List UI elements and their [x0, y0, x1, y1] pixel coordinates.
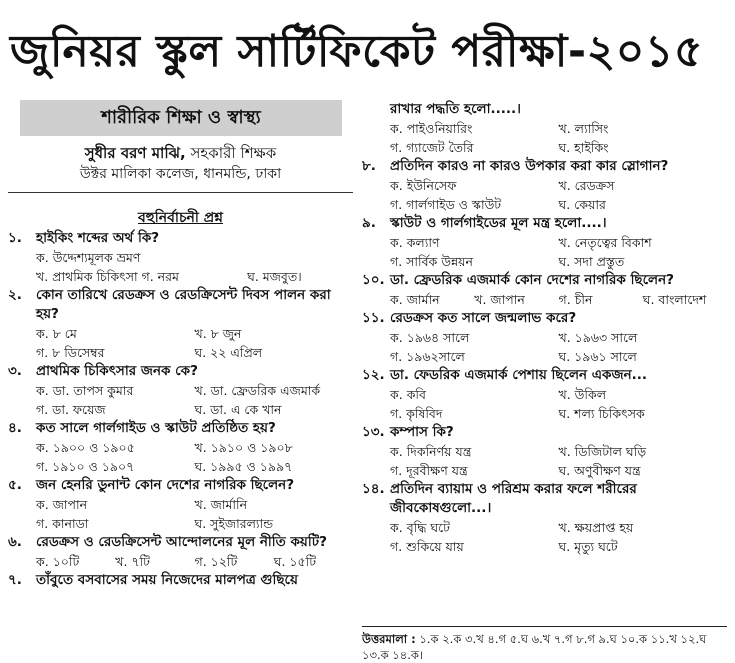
- question-text: রেডক্রস ও রেডক্রিসেন্ট আন্দোলনের মূল নীতি কয়টি?: [36, 534, 327, 550]
- question-text: তাঁবুতে বসবাসের সময় নিজেদের মালপত্র গুছিয়ে: [36, 572, 298, 588]
- answer-key: [362, 626, 727, 663]
- option-row: [390, 119, 727, 138]
- option-list: [390, 176, 727, 214]
- option-list: [36, 552, 353, 571]
- option: গ. শুকিয়ে যায়: [390, 539, 464, 554]
- option-row: [390, 233, 727, 252]
- option: ঘ. মৃত্যু ঘটে: [558, 539, 618, 554]
- right-column: [362, 100, 727, 556]
- option-row: [390, 176, 727, 195]
- question: [8, 286, 353, 324]
- option: ঘ. শল্য চিকিৎসক: [558, 406, 645, 421]
- option: ক. ১৯০০ ও ১৯০৫: [36, 440, 135, 455]
- option: গ. গার্লগাইড ও স্কাউট: [390, 197, 502, 212]
- author-block: [8, 142, 353, 184]
- question-number: ১৪.: [362, 481, 385, 497]
- option: খ. ল্যাসিং: [558, 121, 609, 136]
- option-row: [390, 252, 727, 271]
- option-row: [390, 537, 727, 556]
- option: গ. চীন: [558, 292, 593, 307]
- option: গ. গ্যাজেট তৈরি: [390, 140, 474, 155]
- option: গ. কৃষিবিদ: [390, 406, 443, 421]
- question: [362, 271, 727, 290]
- option-row: [390, 404, 727, 423]
- option: ক. ১৯৬৪ সালে: [390, 330, 470, 345]
- question-number: ৬.: [8, 534, 22, 550]
- option-list: [390, 119, 727, 157]
- question: [8, 476, 353, 495]
- option: খ. ১৯১০ ও ১৯০৮: [194, 440, 293, 455]
- option: ক. পাইওনিয়ারিং: [390, 121, 473, 136]
- option: খ. জাপান: [474, 292, 525, 307]
- page-title: জুনিয়র স্কুল সার্টিফিকেট পরীক্ষা-২০১৫: [10, 26, 703, 77]
- author-institution: উক্টর মালিকা কলেজ, ধানমন্ডি, ঢাকা: [79, 166, 282, 182]
- option-row: [36, 248, 353, 267]
- option: ক. ৮ মে: [36, 326, 77, 341]
- option: খ. ৮ জুন: [194, 326, 242, 341]
- option-row: [390, 328, 727, 347]
- option-list: [36, 248, 353, 286]
- option: ঘ. কেয়ার: [558, 197, 606, 212]
- question: [362, 214, 727, 233]
- question-text: কম্পাস কি?: [390, 424, 454, 440]
- option-list: [390, 518, 727, 556]
- option-list: [390, 328, 727, 366]
- question: [362, 157, 727, 176]
- question: [8, 362, 353, 381]
- question-number: ১১.: [362, 310, 385, 326]
- option: ক. উদ্দেশ্যমূলক ভ্রমণ: [36, 250, 141, 265]
- answer-key-label: উত্তরমালা :: [362, 632, 416, 646]
- question-number: [362, 100, 390, 119]
- option-row: [36, 267, 353, 286]
- section-heading: বহুনির্বাচনী প্রশ্ন: [138, 210, 223, 226]
- option: গ. ১৯৬২সালে: [390, 349, 465, 364]
- option: ক. কবি: [390, 387, 426, 402]
- option-row: [390, 347, 727, 366]
- option-row: [390, 195, 727, 214]
- question-number: ১.: [8, 230, 22, 246]
- option-list: [390, 385, 727, 423]
- option-list: [390, 290, 727, 309]
- option: গ. সার্বিক উন্নয়ন: [390, 254, 473, 269]
- option-row: [390, 442, 727, 461]
- option: ঘ. ২২ এপ্রিল: [194, 345, 263, 360]
- option-list: [36, 438, 353, 476]
- option: ঘ. ১৯৯৫ ও ১৯৯৭: [194, 459, 293, 474]
- option: খ. ৭টি: [115, 554, 150, 569]
- option-list: [36, 495, 353, 533]
- option-row: [390, 518, 727, 537]
- option: ক. ইউনিসেফ: [390, 178, 457, 193]
- option: ক. ১০টি: [36, 554, 80, 569]
- option: খ. উকিল: [558, 387, 607, 402]
- question-number: ১৩.: [362, 424, 385, 440]
- left-column: [8, 100, 353, 590]
- question-text: রাখার পদ্ধতি হলো.....।: [390, 101, 521, 117]
- option: ঘ. বাংলাদেশ: [642, 292, 707, 307]
- question-number: ১২.: [362, 367, 385, 383]
- subject-banner: শারীরিক শিক্ষা ও স্বাস্থ্য: [20, 100, 342, 136]
- question-number: ৮.: [362, 158, 376, 174]
- option: ক. কল্যাণ: [390, 235, 440, 250]
- option-row: [36, 343, 353, 362]
- option-row: [36, 457, 353, 476]
- question-text: প্রতিদিন কারও না কারও উপকার করা কার স্লোগান?: [390, 158, 669, 174]
- option-row: [36, 381, 353, 400]
- question: [362, 309, 727, 328]
- option: খ. রেডক্রস: [558, 178, 615, 193]
- question-number: ১০.: [362, 272, 385, 288]
- question: [362, 366, 727, 385]
- question-number: ৩.: [8, 363, 22, 379]
- option-row: [36, 495, 353, 514]
- author-name: সুধীর বরণ মাঝি,: [84, 144, 186, 162]
- question-text: স্কাউট ও গার্লগাইডের মূল মন্ত্র হলো....।: [390, 215, 607, 231]
- question-number: ৪.: [8, 420, 22, 436]
- option: খ. ক্ষয়প্রাপ্ত হয়: [558, 520, 634, 535]
- question: [362, 100, 727, 119]
- option: ক. বৃদ্ধি ঘটে: [390, 520, 450, 535]
- option: ঘ. হাইকিং: [558, 140, 609, 155]
- option: ঘ. ডা. এ কে খান: [194, 402, 282, 417]
- option: গ. ১৯১০ ও ১৯০৭: [36, 459, 135, 474]
- option: খ. প্রাথমিক চিকিৎসা: [36, 269, 138, 284]
- option-row: [390, 385, 727, 404]
- author-role: সহকারী শিক্ষক: [185, 144, 277, 162]
- question-text: ডা. ফ্রেডরিক এজমার্ক কোন দেশের নাগরিক ছিলেন?: [390, 272, 674, 288]
- right-question-list: [362, 100, 727, 556]
- question-text: কোন তারিখে রেডক্রস ও রেডক্রিসেন্ট দিবস পালন করা হয়?: [36, 287, 331, 322]
- question-text: হাইকিং শব্দের অর্থ কি?: [36, 230, 160, 246]
- option-list: [390, 233, 727, 271]
- option-row: [390, 138, 727, 157]
- option-row: [36, 514, 353, 533]
- option-list: [36, 324, 353, 362]
- divider: [8, 192, 353, 193]
- option-row: [390, 290, 727, 309]
- question-text: প্রতিদিন ব্যায়াম ও পরিশ্রম করার ফলে শরীরের জীবকোষগুলো...।: [390, 481, 637, 516]
- option: গ. দূরবীক্ষণ যন্ত্র: [390, 463, 468, 478]
- question: [8, 533, 353, 552]
- question: [362, 480, 727, 518]
- option: ঘ. অণুবীক্ষণ যন্ত্র: [558, 463, 641, 478]
- option: ঘ. ১৯৬১ সালে: [558, 349, 637, 364]
- question-number: ৯.: [362, 215, 376, 231]
- option: ঘ. মজবুত।: [247, 269, 302, 284]
- option: গ. কানাডা: [36, 516, 89, 531]
- option-row: [36, 400, 353, 419]
- option: ঘ. ১৫টি: [273, 554, 317, 569]
- question: [362, 423, 727, 442]
- option: খ. ১৯৬৩ সালে: [558, 330, 638, 345]
- author-line: [8, 142, 353, 164]
- question-number: ৫.: [8, 477, 22, 493]
- question: [8, 229, 353, 248]
- option: ক. জাপান: [36, 497, 88, 512]
- option: ক. দিকনির্ণয় যন্ত্র: [390, 444, 472, 459]
- option: ঘ. সদা প্রস্তুত: [558, 254, 625, 269]
- option-list: [390, 442, 727, 480]
- question-text: প্রাথমিক চিকিৎসার জনক কে?: [36, 363, 198, 379]
- option: খ. জার্মানি: [194, 497, 248, 512]
- option-row: [36, 324, 353, 343]
- question-text: জন হেনরি ডুনান্ট কোন দেশের নাগরিক ছিলেন?: [36, 477, 295, 493]
- question-number: ৭.: [8, 572, 22, 588]
- option: ক. ডা. তাপস কুমার: [36, 383, 134, 398]
- option: ক. জার্মান: [390, 292, 440, 307]
- left-question-list: [8, 229, 353, 590]
- question: [8, 419, 353, 438]
- option-row: [36, 438, 353, 457]
- option: খ. ডিজিটাল ঘড়ি: [558, 444, 647, 459]
- option: খ. ডা. ফ্রেডরিক এজমার্ক: [194, 383, 321, 398]
- option-list: [36, 381, 353, 419]
- question-text: রেডক্রস কত সালে জন্মলাভ করে?: [390, 310, 577, 326]
- option: ঘ. সুইজারল্যান্ড: [194, 516, 274, 531]
- option-row: [390, 461, 727, 480]
- option: গ. নরম: [141, 269, 179, 284]
- question: [8, 571, 353, 590]
- option: গ. ১২টি: [194, 554, 238, 569]
- option: গ. ৮ ডিসেম্বর: [36, 345, 105, 360]
- option: খ. নেতৃত্বের বিকাশ: [558, 235, 652, 250]
- question-number: ২.: [8, 287, 22, 303]
- question-text: ডা. ফেডরিক এজমার্ক পেশায় ছিলেন একজন...: [390, 367, 648, 383]
- option: গ. ডা. ফয়েজ: [36, 402, 106, 417]
- option-row: [36, 552, 353, 571]
- question-text: কত সালে গার্লগাইড ও স্কাউট প্রতিষ্ঠিত হয়?: [36, 420, 276, 436]
- answer-key-text: ১.ক ২.ক ৩.খ ৪.গ ৫.ঘ ৬.খ ৭.গ ৮.গ ৯.ঘ ১০.ক ১১.খ ১২.ঘ ১৩.ক ১৪.ক।: [362, 632, 707, 662]
